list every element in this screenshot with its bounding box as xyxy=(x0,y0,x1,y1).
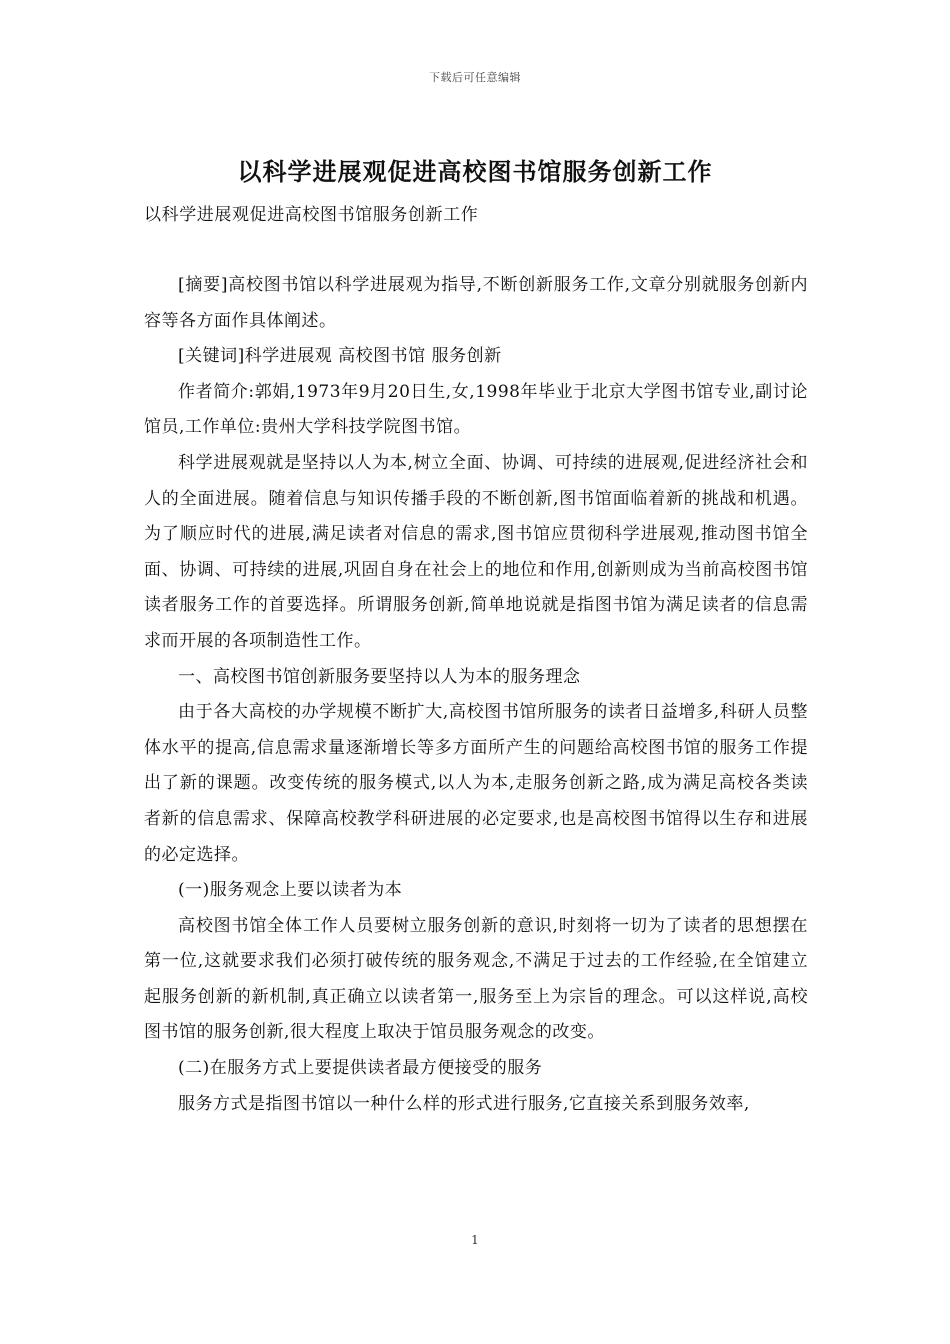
section-heading: 一、高校图书馆创新服务要坚持以人为本的服务理念 xyxy=(178,666,581,687)
keywords-paragraph: [关键词]科学进展观 高校图书馆 服务创新 xyxy=(178,346,502,367)
document-body xyxy=(144,268,808,1122)
body-paragraph: 科学进展观就是坚持以人为本,树立全面、协调、可持续的进展观,促进经济社会和人的全面进展。随着信息与知识传播手段的不断创新,图书馆面临着新的挑战和机遇。为了顺应时代的进展,满足读者对信息的需求,图书馆应贯彻科学进展观,推动图书馆全面、协调、可持续的进展,巩固自身在社会上的地位和作用,创新则成为当前高校图书馆读者服务工作的首要选择。所谓服务创新,简单地说就是指图书馆为满足读者的信息需求而开展的各项制造性工作。 xyxy=(144,452,808,651)
body-paragraph: 由于各大高校的办学规模不断扩大,高校图书馆所服务的读者日益增多,科研人员整体水平的提高,信息需求量逐渐增长等多方面所产生的问题给高校图书馆的服务工作提出了新的课题。改变传统的服务模式,以人为本,走服务创新之路,成为满足高校各类读者新的信息需求、保障高校教学科研进展的必定要求,也是高校图书馆得以生存和进展的必定选择。 xyxy=(144,702,808,865)
document-title: 以科学进展观促进高校图书馆服务创新工作 xyxy=(237,158,713,186)
subsection-heading: (一)服务观念上要以读者为本 xyxy=(178,880,403,901)
page-number: 1 xyxy=(471,1233,479,1247)
subsection-heading: (二)在服务方式上要提供读者最方便接受的服务 xyxy=(178,1058,543,1079)
abstract-paragraph: [摘要]高校图书馆以科学进展观为指导,不断创新服务工作,文章分别就服务创新内容等各方面作具体阐述。 xyxy=(144,275,808,331)
body-paragraph: 服务方式是指图书馆以一种什么样的形式进行服务,它直接关系到服务效率, xyxy=(178,1093,750,1114)
document-subtitle: 以科学进展观促进高校图书馆服务创新工作 xyxy=(144,205,479,225)
author-bio-paragraph: 作者简介:郭娟,1973年9月20日生,女,1998年毕业于北京大学图书馆专业,副讨论馆员,工作单位:贵州大学科技学院图书馆。 xyxy=(144,381,808,438)
body-paragraph: 高校图书馆全体工作人员要树立服务创新的意识,时刻将一切为了读者的思想摆在第一位,这就要求我们必须打破传统的服务观念,不满足于过去的工作经验,在全馆建立起服务创新的新机制,真正确立以读者第一,服务至上为宗旨的理念。可以这样说,高校图书馆的服务创新,很大程度上取决于馆员服务观念的改变。 xyxy=(144,915,808,1043)
page-header: 下载后可任意编辑 xyxy=(429,71,521,84)
